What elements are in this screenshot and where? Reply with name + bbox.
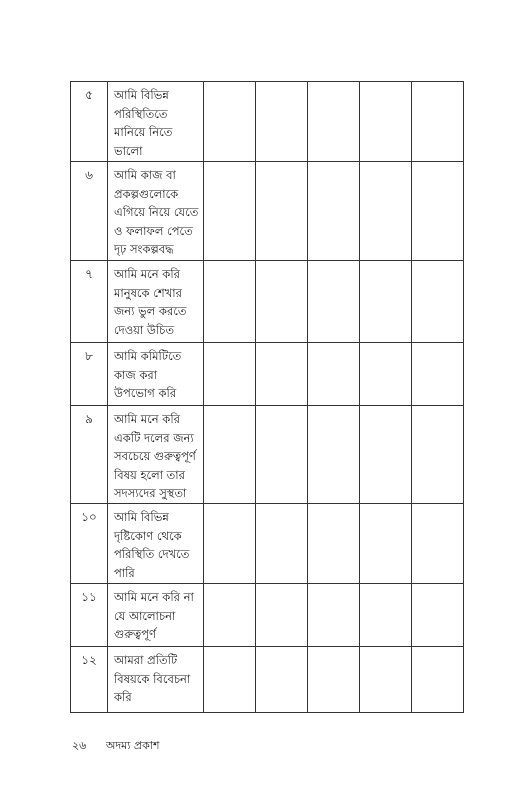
response-cell[interactable] <box>412 406 464 504</box>
response-cell[interactable] <box>256 406 308 504</box>
response-cell[interactable] <box>204 504 256 584</box>
response-cell[interactable] <box>308 584 360 647</box>
response-cell[interactable] <box>256 82 308 162</box>
row-number: ৯ <box>71 406 108 504</box>
row-number: ৭ <box>71 261 108 343</box>
response-cell[interactable] <box>204 406 256 504</box>
response-cell[interactable] <box>308 162 360 261</box>
response-cell[interactable] <box>308 261 360 343</box>
publisher-name: অদম্য প্রকাশ <box>105 739 160 752</box>
response-cell[interactable] <box>360 584 412 647</box>
statement-text: আমরা প্রতিটি বিষয়কে বিবেচনা করি <box>108 647 204 713</box>
statement-text: আমি মনে করি না যে আলোচনা গুরুত্বপূর্ণ <box>108 584 204 647</box>
statement-text: আমি মনে করি মানুষকে শেখার জন্য ভুল করতে দেওয়া উচিত <box>108 261 204 343</box>
row-number: ৫ <box>71 82 108 162</box>
response-cell[interactable] <box>308 406 360 504</box>
page-number: ২৬ <box>72 739 87 752</box>
response-cell[interactable] <box>412 343 464 406</box>
statement-text: আমি কমিটিতে কাজ করা উপভোগ করি <box>108 343 204 406</box>
table-row <box>71 261 464 343</box>
response-cell[interactable] <box>412 584 464 647</box>
response-cell[interactable] <box>412 82 464 162</box>
table-row <box>71 406 464 504</box>
response-cell[interactable] <box>412 647 464 713</box>
table-row <box>71 647 464 713</box>
response-cell[interactable] <box>204 82 256 162</box>
response-cell[interactable] <box>204 584 256 647</box>
response-cell[interactable] <box>412 261 464 343</box>
response-cell[interactable] <box>360 82 412 162</box>
row-number: ১০ <box>71 504 108 584</box>
response-cell[interactable] <box>256 504 308 584</box>
response-cell[interactable] <box>412 504 464 584</box>
table-row <box>71 504 464 584</box>
row-number: ৮ <box>71 343 108 406</box>
statement-text: আমি মনে করি একটি দলের জন্য সবচেয়ে গুরুত্বপূর্ণ বিষয় হলো তার সদস্যদের সুস্থতা <box>108 406 204 504</box>
survey-table <box>70 81 464 713</box>
response-cell[interactable] <box>360 343 412 406</box>
table-row <box>71 343 464 406</box>
statement-text: আমি বিভিন্ন দৃষ্টিকোণ থেকে পরিস্থিতি দেখতে পারি <box>108 504 204 584</box>
response-cell[interactable] <box>360 406 412 504</box>
response-cell[interactable] <box>204 647 256 713</box>
row-number: ১১ <box>71 584 108 647</box>
response-cell[interactable] <box>412 162 464 261</box>
response-cell[interactable] <box>308 504 360 584</box>
response-cell[interactable] <box>308 343 360 406</box>
response-cell[interactable] <box>360 261 412 343</box>
page-footer <box>72 737 160 756</box>
response-cell[interactable] <box>256 584 308 647</box>
response-cell[interactable] <box>256 261 308 343</box>
response-cell[interactable] <box>204 343 256 406</box>
table-row <box>71 162 464 261</box>
response-cell[interactable] <box>204 162 256 261</box>
response-cell[interactable] <box>256 162 308 261</box>
statement-text: আমি কাজ বা প্রকল্পগুলোকে এগিয়ে নিয়ে যেতে ও ফলাফল পেতে দৃঢ় সংকল্পবদ্ধ <box>108 162 204 261</box>
response-cell[interactable] <box>308 82 360 162</box>
response-cell[interactable] <box>308 647 360 713</box>
response-cell[interactable] <box>360 504 412 584</box>
response-cell[interactable] <box>360 647 412 713</box>
row-number: ৬ <box>71 162 108 261</box>
response-cell[interactable] <box>360 162 412 261</box>
table-row <box>71 584 464 647</box>
response-cell[interactable] <box>204 261 256 343</box>
row-number: ১২ <box>71 647 108 713</box>
table-row <box>71 82 464 162</box>
response-cell[interactable] <box>256 647 308 713</box>
statement-text: আমি বিভিন্ন পরিস্থিতিতে মানিয়ে নিতে ভালো <box>108 82 204 162</box>
response-cell[interactable] <box>256 343 308 406</box>
